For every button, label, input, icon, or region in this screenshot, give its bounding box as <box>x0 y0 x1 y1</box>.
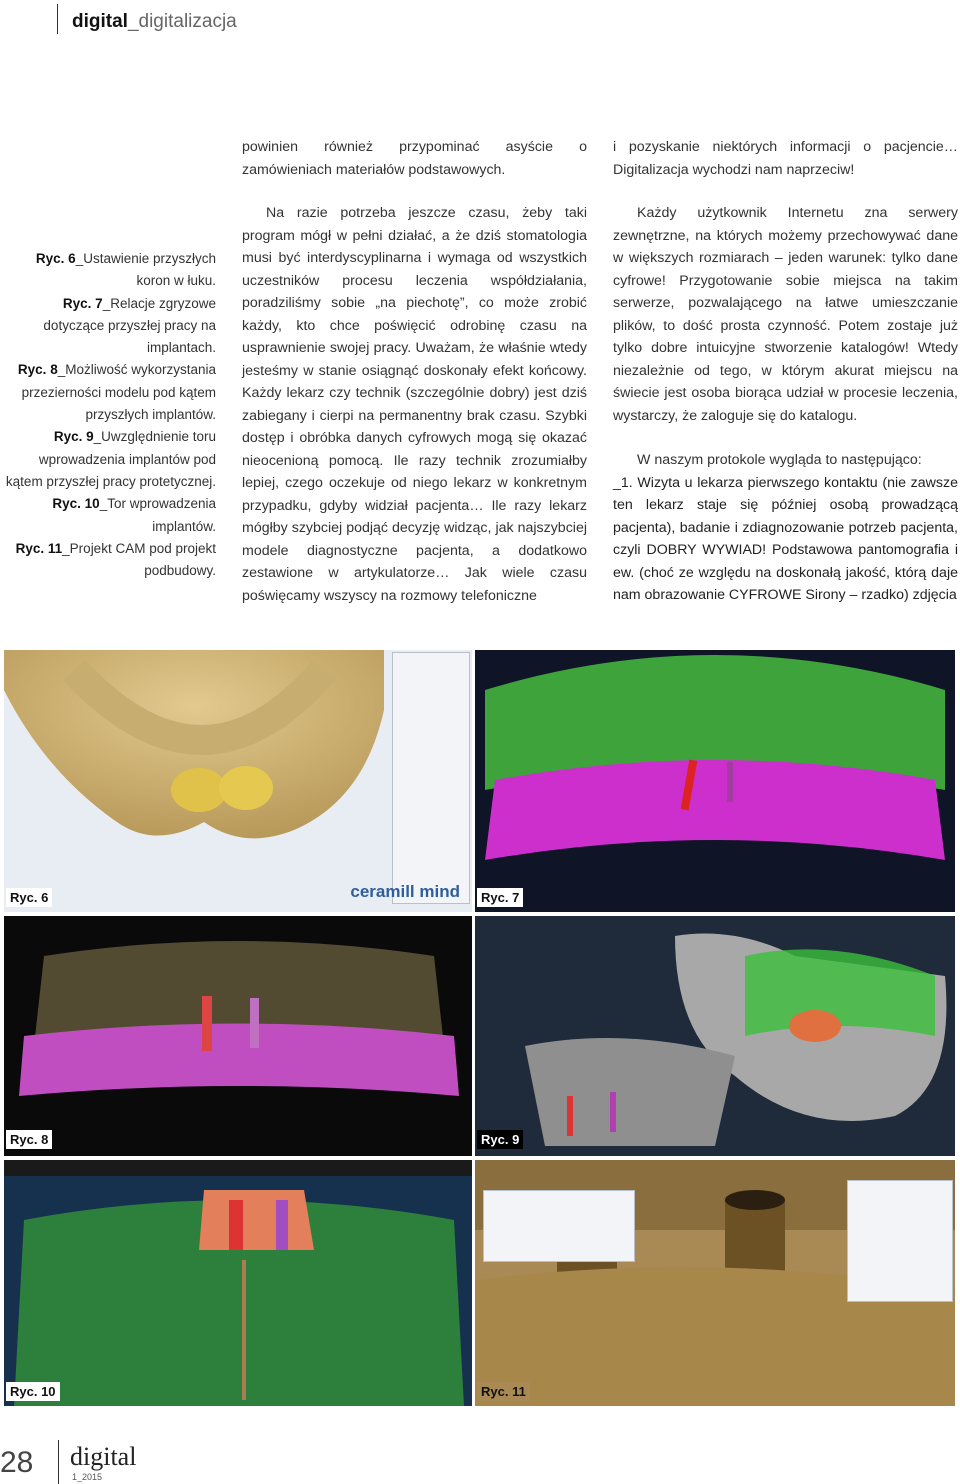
viewer-toolbar <box>4 1160 472 1176</box>
cbct-skull-render <box>475 916 955 1156</box>
figure-11-label: Ryc. 11 <box>477 1382 530 1401</box>
footer-issue: 1_2015 <box>72 1472 103 1482</box>
footer-rule <box>58 1440 59 1484</box>
paragraph-list-item: _1. Wizyta u lekarza pierwszego kontaktu (nie zawsze ten lekarz staje się później osobą prowadzącą pacjenta), badanie i zdiagnozowanie potrzeb pacjenta, czyli DOBRY WYWIAD! Podstawowa pantomografia i ew. (choć ze względu na doskonałą jakość, którą daje nam obrazowanie CYFROWE Sirony – rzadko) zdjęcia <box>613 474 958 603</box>
column-right-top <box>613 136 958 181</box>
figure-10-image <box>4 1160 472 1406</box>
caption-11: Ryc. 11_Projekt CAM pod projekt podbudowy. <box>15 540 216 579</box>
figure-9-label: Ryc. 9 <box>477 1130 523 1149</box>
figure-captions <box>0 248 216 582</box>
column-right <box>613 202 958 607</box>
tool-panel <box>392 652 470 904</box>
caption-6: Ryc. 6_Ustawienie przyszłych koron w łuku. <box>35 251 216 289</box>
figure-7-image <box>475 650 955 912</box>
header-rule <box>57 4 58 34</box>
dialog-panel <box>483 1190 635 1262</box>
figure-10-label: Ryc. 10 <box>6 1382 60 1401</box>
figure-6-image <box>4 650 472 912</box>
paragraph: powinien również przypominać asyście o zamówieniach materiałów podstawowych. <box>242 139 587 178</box>
caption-9: Ryc. 9_Uwzględnienie toru wprowadzenia implantów pod kątem przyszłej pracy protetycznej. <box>5 429 216 489</box>
footer-brand: digital <box>70 1442 137 1471</box>
caption-7: Ryc. 7_Relacje zgryzowe dotyczące przyszłej pracy na implantach. <box>43 295 216 356</box>
column-middle <box>242 202 587 607</box>
paragraph: Każdy użytkownik Internetu zna serwery zewnętrzne, na których możemy przechowywać dane w większych rozmiarach – jeden warunek: tylko dane cyfrowe! Przygotowanie sobie miejsca na takim serwerze, pozwalającego na łatwe umieszczanie plików, to dość prosta czynność. Potem zostaje już tylko dobre intuicyjne stworzenie katalogów! Wtedy niezależnie od tego, w którym akurat miejscu na świecie jest osoba biorąca udział w procesie leczenia, wystarczy, że zaloguje się do katalogu. <box>613 205 958 424</box>
figure-9-image <box>475 916 955 1156</box>
paragraph: W naszym protokole wygląda to następująco: <box>637 452 922 468</box>
figure-7-label: Ryc. 7 <box>477 888 523 907</box>
ceramill-logo: ceramill mind <box>350 882 460 901</box>
caption-10: Ryc. 10_Tor wprowadzenia implantów. <box>52 496 216 534</box>
implant-path-render <box>4 1160 472 1406</box>
running-header: digital_digitalizacja <box>72 11 237 32</box>
paragraph: Na razie potrzeba jeszcze czasu, żeby taki program mógł w pełni działać, a że dziś stomatologia musi być interdyscyplinarna i wymaga od wszystkich uczestników procesu leczenia współdziałania, poradziliśmy sobie „na piechotę”, co może zrobić każdy, kto chce poświęcić odrobinę czasu na usprawnienie swojej pracy. Uważam, że właśnie wtedy jesteśmy w stanie osiągnąć doskonały efekt końcowy. Każdy lekarz czy technik (szczególnie dobry) jest dziś zabiegany i cierpi na permanentny brak czasu. Szybki dostęp i obróbka danych cyfrowych mogą się okazać nieocenioną pomocą. Ile razy technik zrozumiałby lepiej, czego oczekuje od niego lekarz w konkretnym przypadku, gdyby widział pacjenta… Ile razy lekarz mógłby szybciej podjąć decyzję widząc, jak najszybciej modele diagnostyczne pacjenta, a dodatkowo zestawione w artykulatorze… Jak wiele czasu poświęcamy wszyscy na rozmowy telefoniczne <box>242 205 587 604</box>
occlusion-render <box>475 650 955 912</box>
column-middle-top <box>242 136 587 181</box>
transparent-model-render <box>4 916 472 1156</box>
figure-8-label: Ryc. 8 <box>6 1130 52 1149</box>
figure-11-image <box>475 1160 955 1406</box>
paragraph: i pozyskanie niektórych informacji o pacjencie… Digitalizacja wychodzi nam naprzeciw! <box>613 139 958 178</box>
caption-8: Ryc. 8_Możliwość wykorzystania przezierności modelu pod kątem przyszłych implantów. <box>17 362 216 423</box>
figure-8-image <box>4 916 472 1156</box>
page-number: 28 <box>0 1446 34 1479</box>
tool-panel <box>847 1180 953 1302</box>
figure-6-label: Ryc. 6 <box>6 888 52 907</box>
